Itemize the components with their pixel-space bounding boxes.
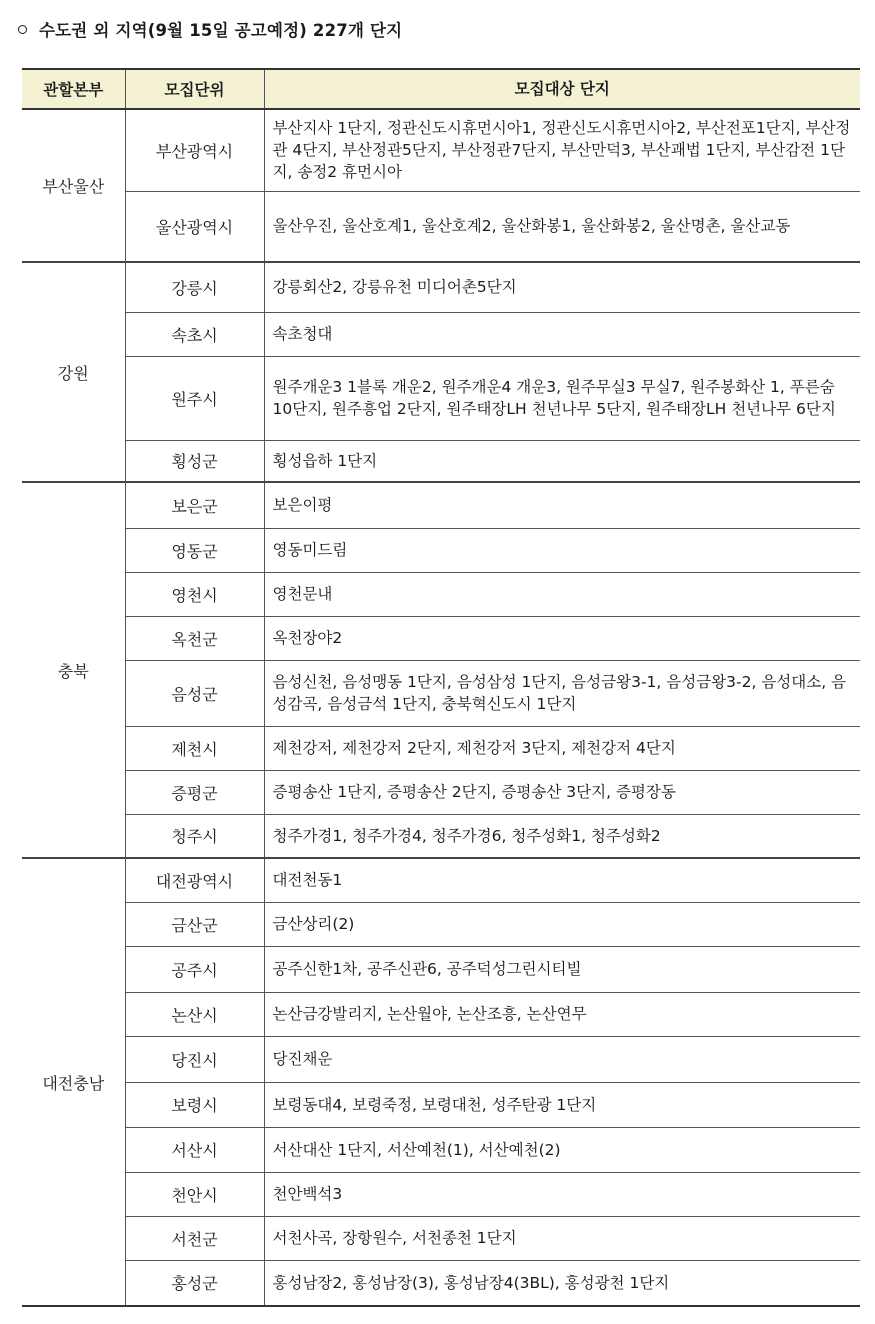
unit-cell: 논산시	[125, 992, 264, 1036]
table-row	[22, 1260, 860, 1306]
table-row	[22, 1036, 860, 1082]
unit-cell: 천안시	[125, 1172, 264, 1216]
unit-cell: 옥천군	[125, 616, 264, 660]
unit-cell: 보은군	[125, 482, 264, 528]
table-body	[22, 109, 860, 1306]
unit-cell: 속초시	[125, 312, 264, 356]
table-row	[22, 312, 860, 356]
target-cell: 보은이평	[264, 482, 860, 528]
table-row	[22, 572, 860, 616]
target-cell: 원주개운3 1블록 개운2, 원주개운4 개운3, 원주무실3 무실7, 원주봉화산 1, 푸른숨 10단지, 원주흥업 2단지, 원주태장LH 천년나무 5단지, 원주태장LH 천년나무 6단지	[264, 356, 860, 440]
target-cell: 서천사곡, 장항원수, 서천종천 1단지	[264, 1216, 860, 1260]
hq-cell: 부산울산	[22, 109, 125, 262]
header-hq: 관할본부	[22, 69, 125, 109]
header-target: 모집대상 단지	[264, 69, 860, 109]
target-cell: 강릉회산2, 강릉유천 미디어촌5단지	[264, 262, 860, 312]
heading-text: 수도권 외 지역(9월 15일 공고예정) 227개 단지	[39, 21, 403, 40]
unit-cell: 부산광역시	[125, 109, 264, 191]
table-row	[22, 660, 860, 726]
hq-cell: 대전충남	[22, 858, 125, 1306]
target-cell: 음성신천, 음성맹동 1단지, 음성삼성 1단지, 음성금왕3-1, 음성금왕3-2, 음성대소, 음성감곡, 음성금석 1단지, 충북혁신도시 1단지	[264, 660, 860, 726]
unit-cell: 제천시	[125, 726, 264, 770]
table-row	[22, 814, 860, 858]
unit-cell: 서산시	[125, 1127, 264, 1172]
hq-cell: 강원	[22, 262, 125, 482]
hq-cell: 충북	[22, 482, 125, 858]
unit-cell: 당진시	[125, 1036, 264, 1082]
circle-bullet-icon	[18, 25, 27, 34]
target-cell: 증평송산 1단지, 증평송산 2단지, 증평송산 3단지, 증평장동	[264, 770, 860, 814]
table-row	[22, 616, 860, 660]
unit-cell: 음성군	[125, 660, 264, 726]
target-cell: 대전천동1	[264, 858, 860, 902]
unit-cell: 울산광역시	[125, 191, 264, 262]
unit-cell: 강릉시	[125, 262, 264, 312]
target-cell: 당진채운	[264, 1036, 860, 1082]
unit-cell: 횡성군	[125, 440, 264, 482]
target-cell: 청주가경1, 청주가경4, 청주가경6, 청주성화1, 청주성화2	[264, 814, 860, 858]
table-row	[22, 356, 860, 440]
table-row	[22, 992, 860, 1036]
target-cell: 홍성남장2, 홍성남장(3), 홍성남장4(3BL), 홍성광천 1단지	[272, 1273, 670, 1292]
table-row	[22, 1127, 860, 1172]
table-row	[22, 528, 860, 572]
table-row	[22, 902, 860, 946]
unit-cell: 서천군	[125, 1216, 264, 1260]
unit-cell: 원주시	[125, 356, 264, 440]
unit-cell: 청주시	[125, 814, 264, 858]
page-heading	[18, 16, 402, 42]
table-row	[22, 109, 860, 191]
table-row	[22, 1216, 860, 1260]
table-row	[22, 440, 860, 482]
unit-cell: 영동군	[125, 528, 264, 572]
unit-cell: 증평군	[125, 770, 264, 814]
unit-cell: 공주시	[125, 946, 264, 992]
table-row	[22, 262, 860, 312]
table-header-row	[22, 69, 860, 109]
unit-cell: 대전광역시	[125, 858, 264, 902]
target-cell: 서산대산 1단지, 서산예천(1), 서산예천(2)	[264, 1127, 860, 1172]
target-cell: 울산우진, 울산호계1, 울산호계2, 울산화봉1, 울산화봉2, 울산명촌, 울산교동	[264, 191, 860, 262]
table-row	[22, 858, 860, 902]
table-row	[22, 191, 860, 262]
table-row	[22, 482, 860, 528]
table-row	[22, 1172, 860, 1216]
target-cell: 천안백석3	[264, 1172, 860, 1216]
table-row	[22, 726, 860, 770]
target-cell: 속초청대	[264, 312, 860, 356]
target-cell: 논산금강발리지, 논산월야, 논산조흥, 논산연무	[264, 992, 860, 1036]
target-cell: 보령동대4, 보령죽정, 보령대천, 성주탄광 1단지	[264, 1082, 860, 1127]
target-cell: 공주신한1차, 공주신관6, 공주덕성그린시티빌	[264, 946, 860, 992]
unit-cell: 금산군	[125, 902, 264, 946]
table-row	[22, 1082, 860, 1127]
target-cell: 부산지사 1단지, 정관신도시휴먼시아1, 정관신도시휴먼시아2, 부산전포1단지, 부산정관 4단지, 부산정관5단지, 부산정관7단지, 부산만덕3, 부산괘법 1단지, 부산감전 1단지, 송정2 휴먼시아	[264, 109, 860, 191]
header-unit: 모집단위	[125, 69, 264, 109]
target-cell: 영동미드림	[264, 528, 860, 572]
target-cell: 제천강저, 제천강저 2단지, 제천강저 3단지, 제천강저 4단지	[264, 726, 860, 770]
unit-cell: 보령시	[125, 1082, 264, 1127]
target-cell: 횡성읍하 1단지	[264, 440, 860, 482]
table-row	[22, 946, 860, 992]
target-cell: 영천문내	[264, 572, 860, 616]
unit-cell: 영천시	[125, 572, 264, 616]
housing-complex-table	[22, 68, 860, 1307]
table-row	[22, 770, 860, 814]
target-cell: 옥천장야2	[264, 616, 860, 660]
target-cell: 금산상리(2)	[264, 902, 860, 946]
unit-cell: 홍성군	[125, 1260, 264, 1306]
